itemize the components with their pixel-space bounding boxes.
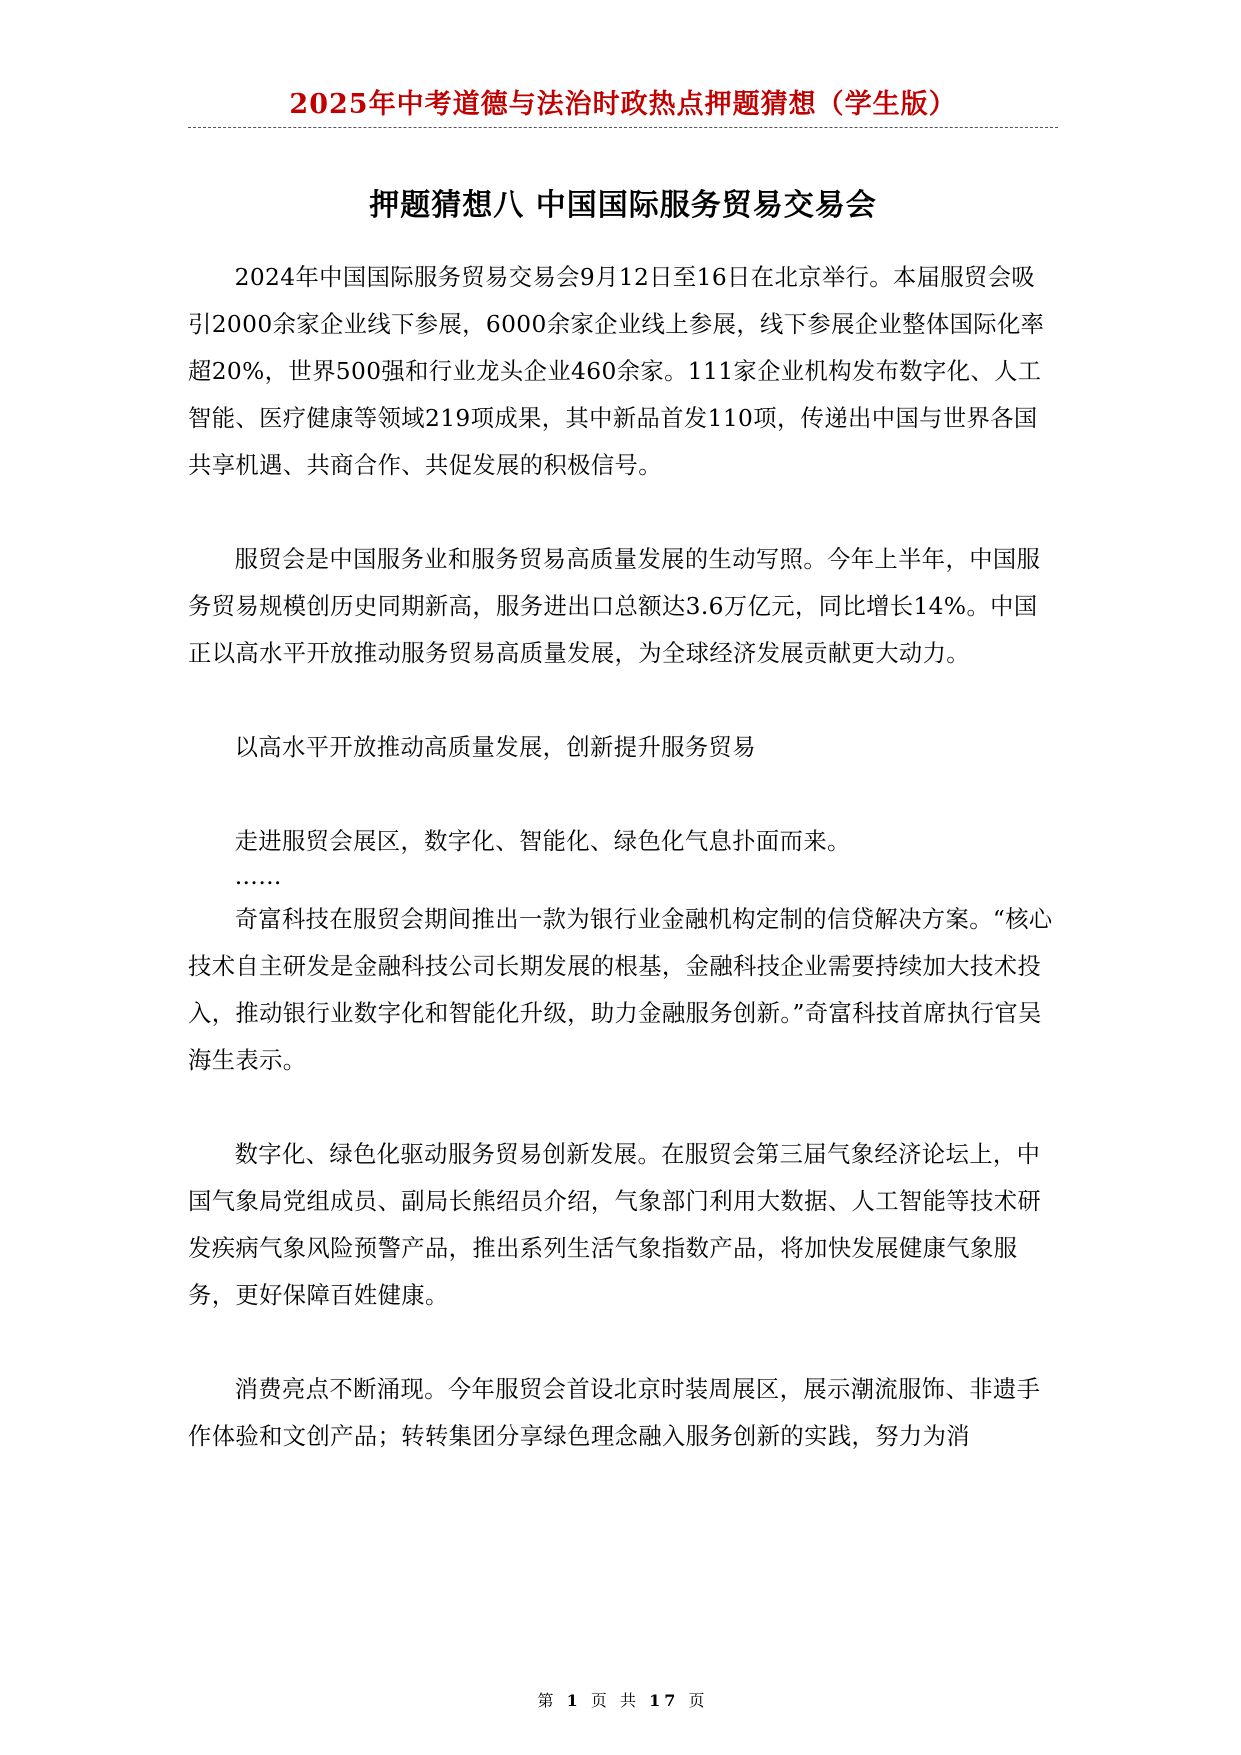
document-body <box>188 254 1058 1460</box>
paragraph-trade-scale: 服贸会是中国服务业和服务贸易高质量发展的生动写照。今年上半年，中国服务贸易规模创历史同期新高，服务进出口总额达3.6万亿元，同比增长14%。中国正以高水平开放推动服务贸易高质量发展，为全球经济发展贡献更大动力。 <box>188 546 1041 667</box>
section-heading: 以高水平开放推动高质量发展，创新提升服务贸易 <box>234 734 756 761</box>
footer-suffix: 页 <box>688 1691 709 1710</box>
page-header-title: 2025年中考道德与法治时政热点押题猜想（学生版） <box>289 89 957 120</box>
document-title: 押题猜想八 中国国际服务贸易交易会 <box>369 188 877 223</box>
paragraph-meteorology: 数字化、绿色化驱动服务贸易创新发展。在服贸会第三届气象经济论坛上，中国气象局党组成员、副局长熊绍员介绍，气象部门利用大数据、人工智能等技术研发疾病气象风险预警产品，推出系列生活气象指数产品，将加快发展健康气象服务，更好保障百姓健康。 <box>188 1141 1042 1309</box>
page-footer <box>188 1688 1058 1711</box>
total-page-count: 17 <box>649 1691 680 1710</box>
footer-middle: 页 共 <box>590 1691 640 1710</box>
paragraph-qifu-tech: 奇富科技在服贸会期间推出一款为银行业金融机构定制的信贷解决方案。“核心技术自主研发是金融科技公司长期发展的根基，金融科技企业需要持续加大技术投入，推动银行业数字化和智能化升级，助力金融服务创新。”奇富科技首席执行官吴海生表示。 <box>188 906 1053 1074</box>
footer-prefix: 第 <box>537 1691 558 1710</box>
paragraph-consumption: 消费亮点不断涌现。今年服贸会首设北京时装周展区，展示潮流服饰、非遗手作体验和文创产品；转转集团分享绿色理念融入服务创新的实践，努力为消 <box>188 1376 1041 1450</box>
ellipsis: …… <box>234 863 282 890</box>
header-divider <box>188 127 1058 128</box>
paragraph-intro: 2024年中国国际服务贸易交易会9月12日至16日在北京举行。本届服贸会吸引2000余家企业线下参展，6000余家企业线上参展，线下参展企业整体国际化率超20%，世界500强和行业龙头企业460余家。111家企业机构发布数字化、人工智能、医疗健康等领域219项成果，其中新品首发110项，传递出中国与世界各国共享机遇、共商合作、共促发展的积极信号。 <box>188 264 1045 479</box>
current-page-number: 1 <box>566 1691 582 1710</box>
paragraph-exhibition: 走进服贸会展区，数字化、智能化、绿色化气息扑面而来。 <box>234 828 851 855</box>
